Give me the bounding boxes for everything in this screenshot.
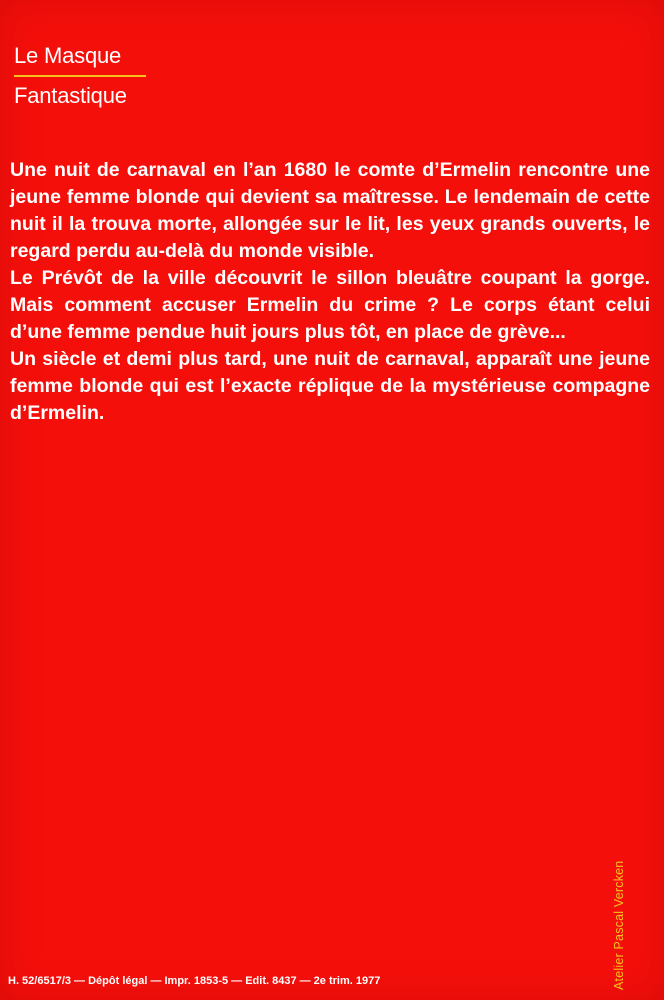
series-title xyxy=(14,42,154,110)
series-name-line1: Le Masque xyxy=(14,43,122,68)
legal-notice: H. 52/6517/3 — Dépôt légal — Impr. 1853-5 — Edit. 8437 — 2e trim. 1977 xyxy=(8,975,381,987)
blurb-paragraph: Une nuit de carnaval en l’an 1680 le comte d’Ermelin rencontre une jeune femme blonde qui devient sa maîtresse. Le lendemain de cette nuit il la trouva morte, allongée sur le lit, les yeux grands ouverts, le regard perdu au-delà du monde visible. xyxy=(10,159,650,262)
series-divider xyxy=(14,75,146,77)
design-credit: Atelier Pascal Vercken xyxy=(612,860,626,990)
series-name-line2: Fantastique xyxy=(14,83,127,108)
blurb-paragraph: Le Prévôt de la ville découvrit le sillon bleuâtre coupant la gorge. Mais comment accuser Ermelin du crime ? Le corps étant celui d’une femme pendue huit jours plus tôt, en place de grève... xyxy=(10,267,650,343)
blurb-text xyxy=(10,157,650,427)
blurb-paragraph: Un siècle et demi plus tard, une nuit de carnaval, apparaît une jeune femme blonde qui est l’exacte réplique de la mystérieuse compagne d’Ermelin. xyxy=(10,348,650,424)
